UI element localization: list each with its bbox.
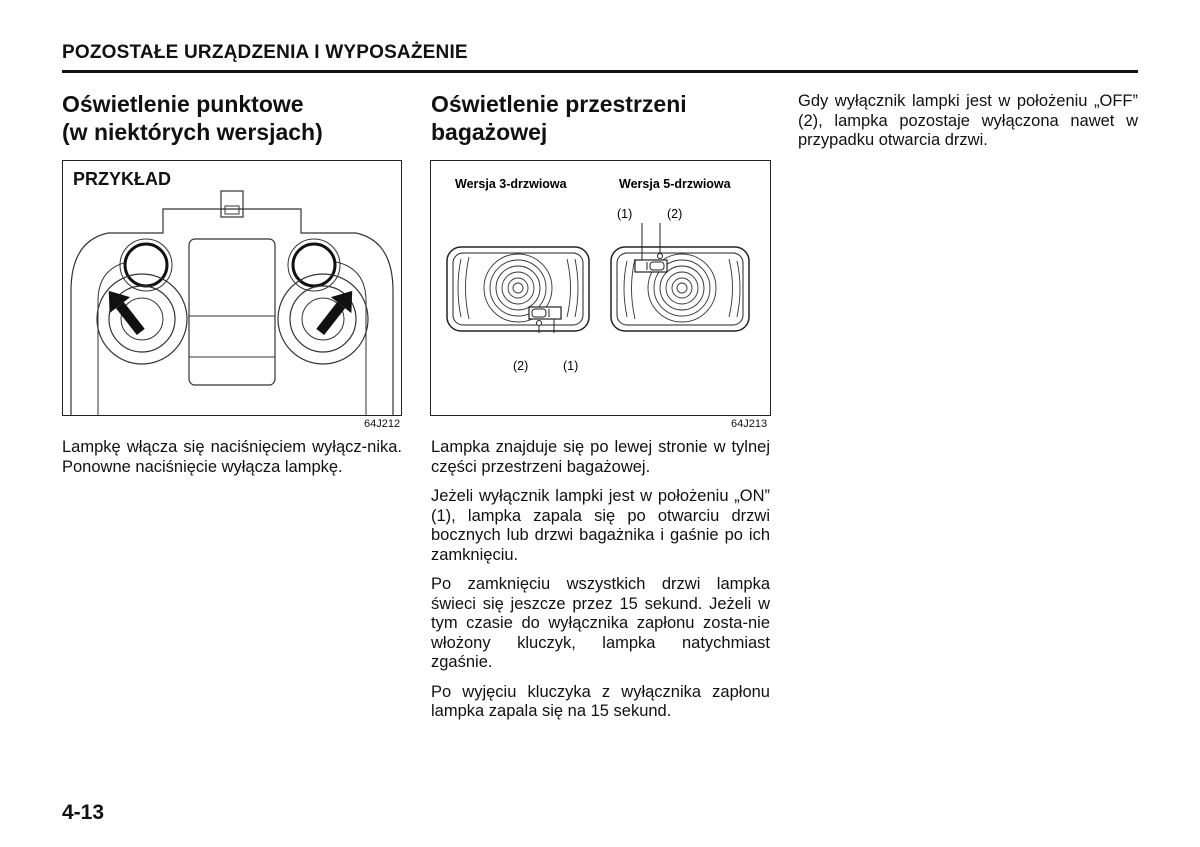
luggage-light-heading bbox=[431, 90, 770, 146]
spot-light-heading bbox=[62, 90, 402, 146]
callout-2-5-door: (2) bbox=[667, 207, 683, 221]
spot-light-figure bbox=[62, 160, 402, 416]
callout-1-5-door: (1) bbox=[617, 207, 633, 221]
figure-code: 64J213 bbox=[731, 418, 768, 430]
luggage-light-heading-line1: Oświetlenie przestrzeni bbox=[431, 91, 687, 117]
figure-code: 64J212 bbox=[364, 418, 401, 430]
lamp-5-door-icon bbox=[611, 223, 749, 331]
page-number: 4-13 bbox=[62, 801, 105, 824]
paragraph: Lampkę włącza się naciśnięciem wyłącz-nika. Ponowne naciśnięcie wyłącza lampkę. bbox=[62, 438, 402, 476]
luggage-light-heading-line2: bagażowej bbox=[431, 119, 548, 145]
luggage-light-figure bbox=[430, 160, 771, 416]
callout-2-3-door: (2) bbox=[513, 359, 529, 373]
header-rule bbox=[62, 70, 1138, 73]
paragraph: Po wyjęciu kluczyka z wyłącznika zapłonu lampka zapala się na 15 sekund. bbox=[431, 682, 770, 720]
spot-light-heading-line2: (w niektórych wersjach) bbox=[62, 119, 323, 145]
spot-light-illustration bbox=[63, 161, 401, 415]
lamp-3-door-icon bbox=[447, 247, 589, 333]
right-lamp-button-icon bbox=[293, 244, 335, 286]
spot-light-description bbox=[62, 438, 402, 487]
luggage-light-section bbox=[431, 90, 770, 146]
paragraph: Po zamknięciu wszystkich drzwi lampka świeci się jeszcze przez 15 sekund. Jeżeli w tym czasie do wyłącznika zapłonu zosta-nie włożony kluczyk, lampka natychmiast zgaśnie. bbox=[431, 575, 770, 671]
off-position-note bbox=[798, 92, 1138, 161]
paragraph: Lampka znajduje się po lewej stronie w tylnej części przestrzeni bagażowej. bbox=[431, 438, 770, 476]
luggage-light-description bbox=[431, 438, 770, 732]
luggage-light-illustration bbox=[431, 161, 770, 415]
spot-light-heading-line1: Oświetlenie punktowe bbox=[62, 91, 304, 117]
paragraph: Jeżeli wyłącznik lampki jest w położeniu „ON” (1), lampka zapala się po otwarciu drzwi bocznych lub drzwi bagażnika i gaśnie po ich zamknięciu. bbox=[431, 487, 770, 564]
paragraph: Gdy wyłącznik lampki jest w położeniu „OFF” (2), lampka pozostaje wyłączona nawet w przypadku otwarcia drzwi. bbox=[798, 92, 1138, 149]
figure-example-label: PRZYKŁAD bbox=[73, 169, 171, 189]
label-5-door: Wersja 5-drzwiowa bbox=[619, 177, 731, 191]
label-3-door: Wersja 3-drzwiowa bbox=[455, 177, 567, 191]
callout-1-3-door: (1) bbox=[563, 359, 579, 373]
spot-light-section bbox=[62, 90, 402, 146]
left-lamp-button-icon bbox=[125, 244, 167, 286]
page-header: POZOSTAŁE URZĄDZENIA I WYPOSAŻENIE bbox=[62, 42, 468, 63]
